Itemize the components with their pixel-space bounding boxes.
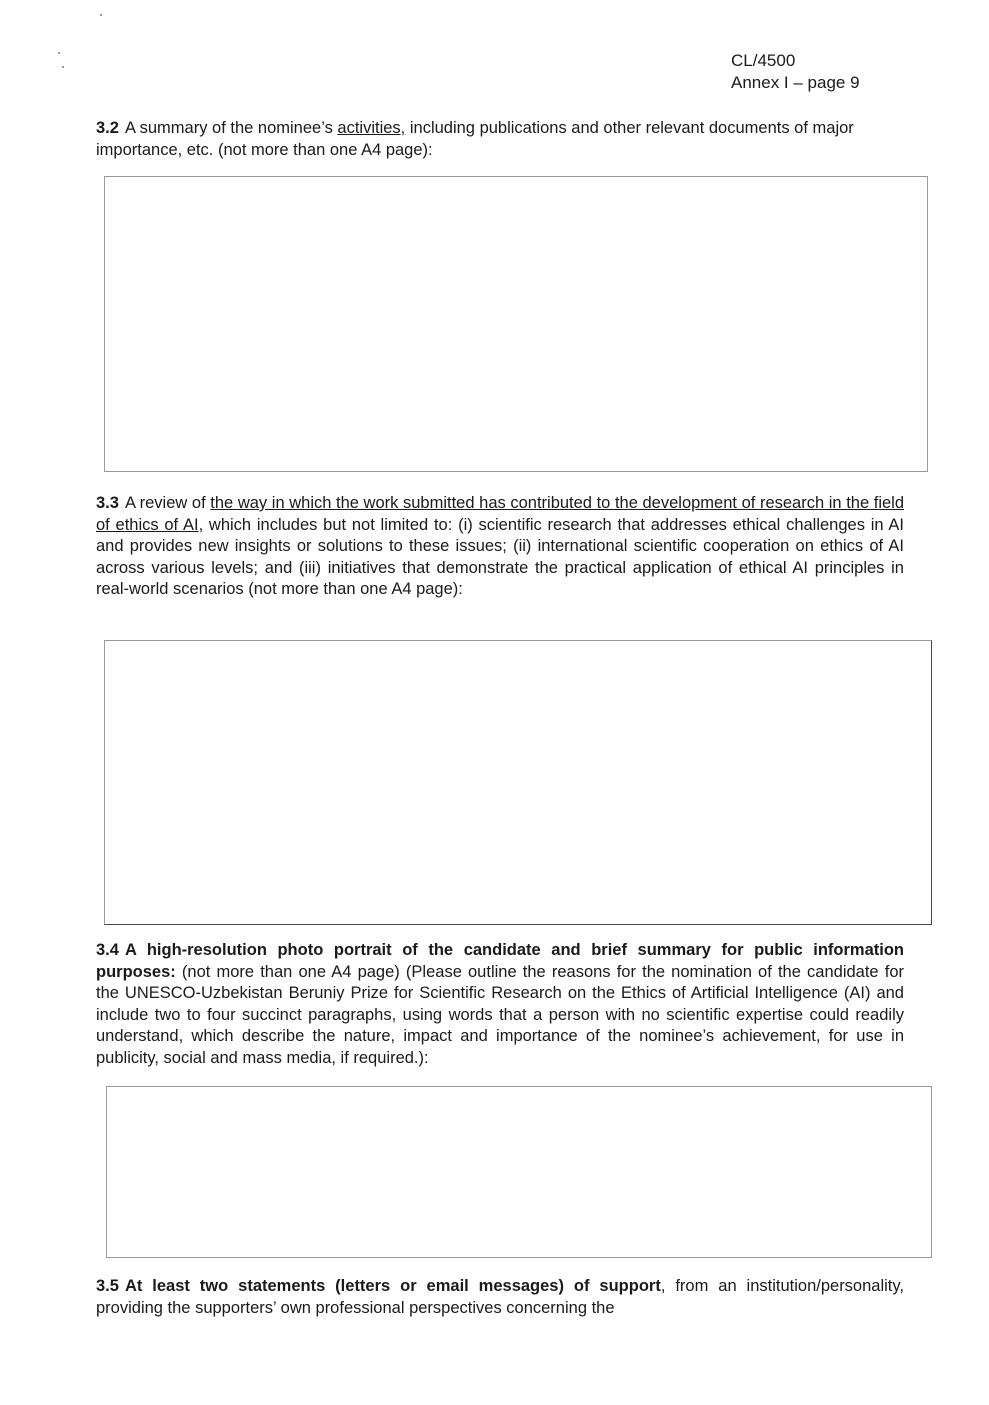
scan-speck [100,14,102,16]
answer-box-3-4[interactable] [106,1086,932,1258]
section-text: A review of [124,494,211,512]
section-text: , from an institution/personality, providing the supporters’ own professional perspectives concerning the [96,1277,904,1317]
page-header [731,50,860,94]
scan-speck [58,52,60,54]
scan-speck [62,66,64,68]
answer-box-3-3[interactable] [104,640,932,925]
underlined-text: the way in which the work submitted has contributed to the development of research in the field of ethics of AI, [96,494,904,534]
section-3-5 [96,1276,904,1319]
section-number: 3.4 [96,941,119,959]
underlined-text: activities, [337,119,406,137]
section-3-4 [96,940,904,1069]
section-text-continued: including publications and other relevant documents of major importance, etc. (not more than one A4 page): [96,119,854,159]
section-number: 3.5 [96,1277,119,1295]
section-text-continued: which includes but not limited to: (i) scientific research that addresses ethical challenges in AI and provides new insights or solutions to these issues; (ii) international scientific cooperation on ethics of AI across various levels; and (iii) initiatives that demonstrate the practical application of ethical AI principles in real-world scenarios (not more than one A4 page): [96,515,904,598]
section-3-3 [96,493,904,601]
answer-box-3-2[interactable] [104,176,928,472]
page-number: Annex I – page 9 [731,73,860,92]
section-text: (not more than one A4 page) (Please outline the reasons for the nomination of the candidate for the UNESCO-Uzbekistan Beruniy Prize for Scientific Research on the Ethics of Artificial Intelligence (AI) and include two to four succinct paragraphs, using words that a person with no scientific expertise could readily understand, which describe the nature, impact and importance of the nominee’s achievement, for use in publicity, social and mass media, if required.): [96,962,904,1067]
bold-heading: A high-resolution photo portrait of the candidate and brief summary for public information purposes: [96,941,904,981]
section-number: 3.2 [96,119,119,137]
section-text: A summary of the nominee’s [124,119,338,137]
section-number: 3.3 [96,494,119,512]
section-3-2 [96,118,904,161]
document-reference: CL/4500 [731,51,796,70]
bold-heading: At least two statements (letters or email messages) of support [124,1277,661,1295]
